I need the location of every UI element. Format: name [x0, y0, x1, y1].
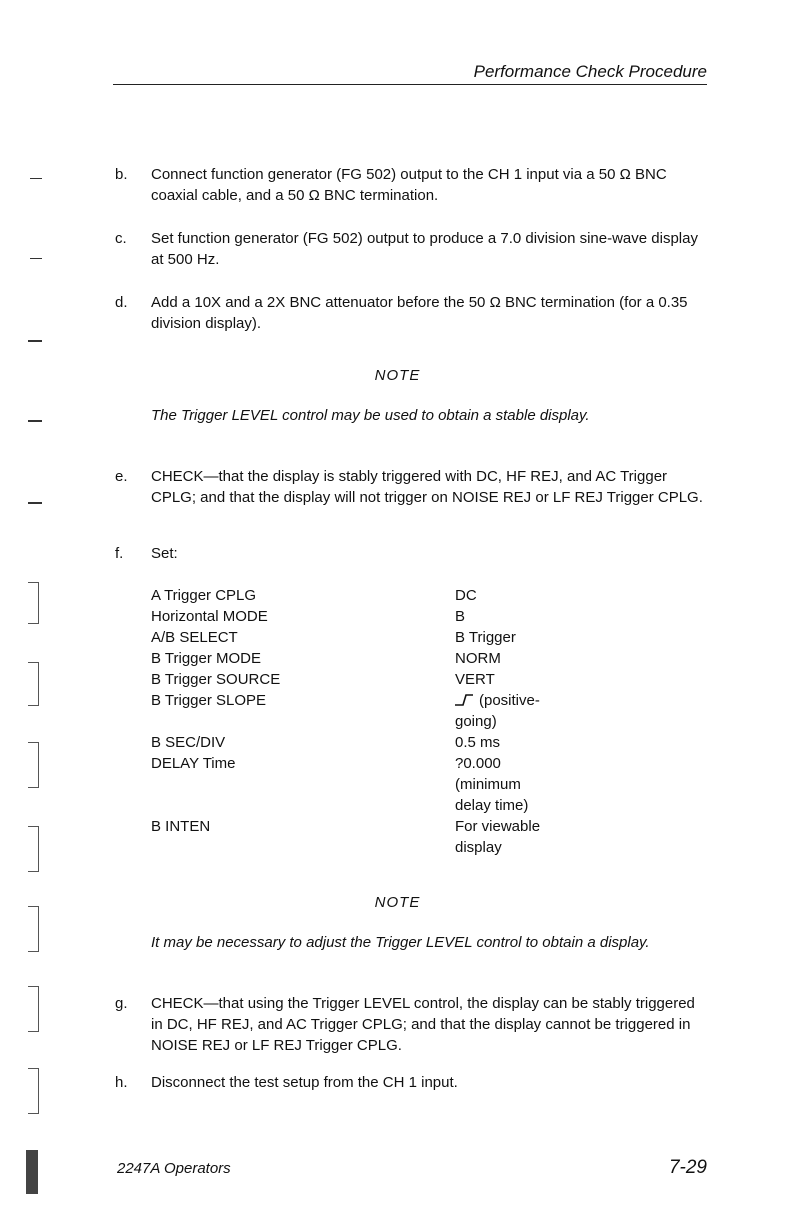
step-f-text: Set:: [151, 545, 178, 562]
step-b-text: Connect function generator (FG 502) output to the CH 1 input via a 50 Ω BNC coaxial cable, and a 50 Ω BNC termination.: [151, 166, 667, 204]
step-e-text: CHECK—that the display is stably triggered with DC, HF REJ, and AC Trigger CPLG; and that the display will not trigger on NOISE REJ or LF REJ Trigger CPLG.: [151, 468, 703, 506]
step-e: [115, 466, 710, 508]
note-1-text: The Trigger LEVEL control may be used to obtain a stable display.: [151, 407, 590, 424]
step-d-label: d.: [115, 294, 128, 311]
settings-row: [151, 732, 631, 753]
page-header-title: Performance Check Procedure: [473, 62, 707, 81]
setting-value: ?0.000: [455, 755, 501, 772]
setting-value: (positive-: [479, 692, 540, 709]
settings-row: [151, 816, 631, 858]
setting-value-line: [455, 690, 631, 711]
footer-manual-name: 2247A Operators: [117, 1160, 231, 1177]
step-h-label: h.: [115, 1074, 128, 1091]
settings-row: [151, 669, 631, 690]
note-2-text: It may be necessary to adjust the Trigger LEVEL control to obtain a display.: [151, 934, 650, 951]
margin-bracket: [28, 742, 39, 788]
step-f-label: f.: [115, 545, 124, 562]
margin-bracket: [28, 986, 39, 1032]
setting-control: B SEC/DIV: [151, 734, 226, 751]
setting-value-cont: (minimum: [455, 776, 521, 793]
step-h: [115, 1072, 710, 1093]
margin-mark: [30, 258, 42, 259]
settings-row: [151, 648, 631, 669]
margin-bracket: [28, 1068, 39, 1114]
setting-value: For viewable: [455, 818, 541, 835]
setting-control: A Trigger CPLG: [151, 587, 257, 604]
step-d: [115, 292, 710, 334]
step-c-label: c.: [115, 230, 127, 247]
setting-value: B: [455, 608, 466, 625]
settings-row: [151, 585, 631, 606]
setting-value-group: [455, 816, 631, 858]
step-d-text: Add a 10X and a 2X BNC attenuator before the 50 Ω BNC termination (for a 0.35 division display).: [151, 294, 688, 332]
settings-row: [151, 690, 631, 732]
settings-row: [151, 753, 631, 816]
setting-control: B Trigger SOURCE: [151, 671, 281, 688]
header-rule: [113, 84, 707, 85]
margin-mark: [26, 1150, 38, 1194]
step-h-text: Disconnect the test setup from the CH 1 input.: [151, 1074, 458, 1091]
margin-mark: [30, 178, 42, 179]
setting-value-group: [455, 753, 631, 816]
setting-value-group: [455, 690, 631, 732]
margin-mark: [28, 420, 42, 422]
setting-value: NORM: [455, 650, 501, 667]
step-e-label: e.: [115, 468, 128, 485]
setting-control: DELAY Time: [151, 755, 236, 772]
step-c-text: Set function generator (FG 502) output to produce a 7.0 division sine-wave display at 500 Hz.: [151, 230, 698, 268]
setting-control: B INTEN: [151, 818, 211, 835]
setting-value-cont: display: [455, 839, 502, 856]
settings-row: [151, 627, 631, 648]
margin-mark: [28, 340, 42, 342]
margin-bracket: [28, 826, 39, 872]
margin-bracket: [28, 582, 39, 624]
step-c: [115, 228, 710, 270]
setting-control: B Trigger SLOPE: [151, 692, 267, 709]
step-f: [115, 543, 710, 564]
note-1-title: NOTE: [374, 367, 421, 384]
setting-control: A/B SELECT: [151, 629, 238, 646]
setting-value-cont: going): [455, 713, 497, 730]
setting-control: B Trigger MODE: [151, 650, 262, 667]
step-b: [115, 164, 710, 206]
step-g-text: CHECK—that using the Trigger LEVEL control, the display can be stably triggered in DC, HF REJ, and AC Trigger CPLG; and that the display cannot be triggered in NOISE REJ or LF REJ Trigger CPLG.: [151, 995, 695, 1054]
step-b-label: b.: [115, 166, 128, 183]
setting-value-cont: delay time): [455, 797, 529, 814]
setting-value: 0.5 ms: [455, 734, 501, 751]
setting-value: B Trigger: [455, 629, 516, 646]
margin-bracket: [28, 662, 39, 706]
setting-value: VERT: [455, 671, 495, 688]
footer-page-number: 7-29: [668, 1157, 707, 1178]
step-g: [115, 993, 710, 1056]
margin-mark: [28, 502, 42, 504]
margin-bracket: [28, 906, 39, 952]
settings-table: [151, 585, 631, 858]
positive-slope-icon: [455, 694, 473, 706]
settings-row: [151, 606, 631, 627]
note-2-title: NOTE: [374, 894, 421, 911]
step-g-label: g.: [115, 995, 128, 1012]
setting-value: DC: [455, 587, 477, 604]
setting-control: Horizontal MODE: [151, 608, 268, 625]
